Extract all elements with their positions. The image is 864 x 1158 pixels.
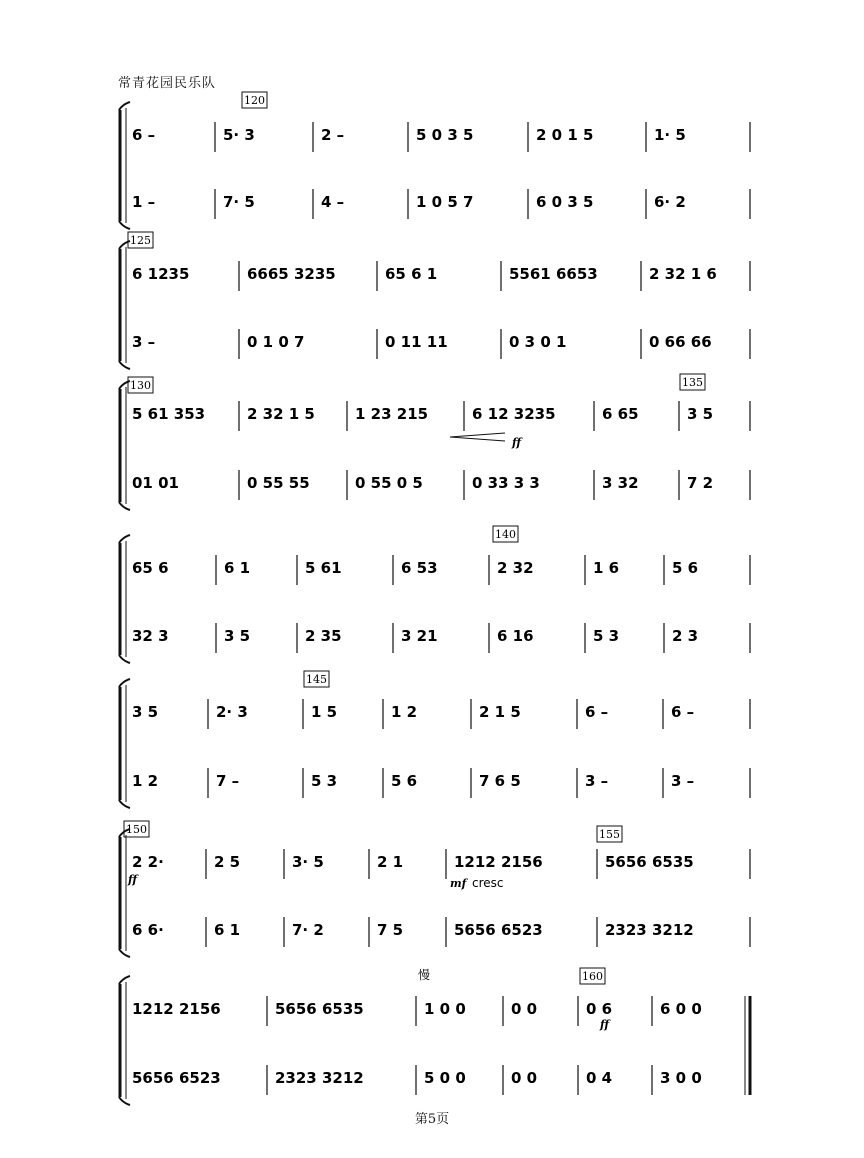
staff2-measure: 0 4 <box>586 1069 613 1087</box>
staff1-measure: 6665 3235 <box>247 265 336 283</box>
measure-number-2: 135 <box>682 376 703 389</box>
score-header-title: 常青花园民乐队 <box>118 76 217 91</box>
staff2-measure: 32 3 <box>132 627 169 645</box>
staff2-measure: 3 – <box>132 333 156 351</box>
staff2-measure: 7· 2 <box>292 921 324 939</box>
staff2-measure: 3 – <box>585 772 609 790</box>
staff2-measure: 1 – <box>132 193 156 211</box>
staff2-measure: 5656 6523 <box>454 921 543 939</box>
staff2-measure: 4 – <box>321 193 345 211</box>
staff2-measure: 7 6 5 <box>479 772 521 790</box>
staff1-measure: 1 0 0 <box>424 1000 466 1018</box>
system-bracket-bottom <box>119 361 130 369</box>
staff2-measure: 3 32 <box>602 474 639 492</box>
crescendo-hairpin <box>450 433 505 441</box>
staff1-measure: 1 23 215 <box>355 405 429 423</box>
expression-mark: cresc <box>472 876 504 890</box>
staff1-measure: 6 – <box>585 703 609 721</box>
staff2-measure: 01 01 <box>132 474 179 492</box>
staff1-measure: 1212 2156 <box>132 1000 221 1018</box>
staff2-measure: 2323 3212 <box>275 1069 364 1087</box>
staff1-measure: 2 0 1 5 <box>536 126 594 144</box>
staff1-measure: 6 53 <box>401 559 438 577</box>
staff2-measure: 2 35 <box>305 627 342 645</box>
staff1-measure: 2 – <box>321 126 345 144</box>
staff1-measure: 5 6 <box>672 559 699 577</box>
staff2-measure: 3 5 <box>224 627 251 645</box>
dynamic-mark: mf <box>450 877 467 890</box>
measure-number: 130 <box>130 379 151 392</box>
staff2-measure: 2 3 <box>672 627 699 645</box>
page-number: 第5页 <box>414 1112 450 1127</box>
measure-number: 140 <box>495 528 516 541</box>
staff1-measure: 3 5 <box>687 405 714 423</box>
staff2-measure: 6 16 <box>497 627 534 645</box>
staff2-measure: 3 0 0 <box>660 1069 702 1087</box>
staff2-measure: 0 0 <box>511 1069 538 1087</box>
measure-number: 145 <box>306 673 327 686</box>
staff2-measure: 0 66 66 <box>649 333 712 351</box>
staff2-measure: 7· 5 <box>223 193 255 211</box>
staff1-measure: 2 1 5 <box>479 703 521 721</box>
staff1-measure: 0 0 <box>511 1000 538 1018</box>
system-bracket-bottom <box>119 221 130 229</box>
staff2-measure: 1 0 5 7 <box>416 193 474 211</box>
staff2-measure: 0 3 0 1 <box>509 333 567 351</box>
system-bracket-bottom <box>119 1097 130 1105</box>
staff2-measure: 3 21 <box>401 627 438 645</box>
staff1-measure: 6 65 <box>602 405 639 423</box>
staff1-measure: 5561 6653 <box>509 265 598 283</box>
dynamic-mark: ff <box>512 436 522 449</box>
staff2-measure: 0 55 55 <box>247 474 310 492</box>
staff2-measure: 0 11 11 <box>385 333 448 351</box>
staff1-measure: 0 6 <box>586 1000 613 1018</box>
staff2-measure: 5 3 <box>311 772 338 790</box>
staff1-measure: 5 0 3 5 <box>416 126 474 144</box>
staff2-measure: 0 33 3 3 <box>472 474 540 492</box>
staff1-measure: 6 12 3235 <box>472 405 556 423</box>
staff2-measure: 7 5 <box>377 921 404 939</box>
staff1-measure: 3 5 <box>132 703 159 721</box>
staff1-measure: 2 32 1 5 <box>247 405 315 423</box>
staff1-measure: 6 0 0 <box>660 1000 702 1018</box>
dynamic-mark: ff <box>600 1018 610 1031</box>
staff1-measure: 5 61 <box>305 559 342 577</box>
staff1-measure: 1 6 <box>593 559 620 577</box>
staff1-measure: 2· 3 <box>216 703 248 721</box>
staff2-measure: 5 3 <box>593 627 620 645</box>
staff1-measure: 65 6 <box>132 559 169 577</box>
staff1-measure: 5· 3 <box>223 126 255 144</box>
measure-number: 120 <box>244 94 265 107</box>
staff1-measure: 1212 2156 <box>454 853 543 871</box>
staff1-measure: 6 – <box>671 703 695 721</box>
staff2-measure: 5 0 0 <box>424 1069 466 1087</box>
staff1-measure: 5 61 353 <box>132 405 206 423</box>
staff2-measure: 6· 2 <box>654 193 686 211</box>
staff1-measure: 2 32 1 6 <box>649 265 717 283</box>
staff1-measure: 5656 6535 <box>275 1000 364 1018</box>
staff2-measure: 6 6· <box>132 921 164 939</box>
staff2-measure: 5 6 <box>391 772 418 790</box>
staff1-measure: 3· 5 <box>292 853 324 871</box>
staff2-measure: 3 – <box>671 772 695 790</box>
staff1-measure: 65 6 1 <box>385 265 438 283</box>
staff1-measure: 2 32 <box>497 559 534 577</box>
measure-number: 150 <box>126 823 147 836</box>
system-bracket-bottom <box>119 800 130 808</box>
system-bracket-bottom <box>119 949 130 957</box>
staff2-measure: 0 1 0 7 <box>247 333 305 351</box>
measure-number-2: 155 <box>599 828 620 841</box>
staff1-measure: 2 2· <box>132 853 164 871</box>
dynamic-mark: ff <box>128 873 138 886</box>
tempo-mark: 慢 <box>418 968 431 982</box>
staff2-measure: 7 2 <box>687 474 714 492</box>
system-bracket-bottom <box>119 655 130 663</box>
staff1-measure: 2 5 <box>214 853 241 871</box>
staff2-measure: 6 0 3 5 <box>536 193 594 211</box>
measure-number: 125 <box>130 234 151 247</box>
staff2-measure: 5656 6523 <box>132 1069 221 1087</box>
staff1-measure: 6 1235 <box>132 265 190 283</box>
staff1-measure: 1· 5 <box>654 126 686 144</box>
staff2-measure: 1 2 <box>132 772 159 790</box>
system-bracket-top <box>119 102 130 110</box>
staff2-measure: 7 – <box>216 772 240 790</box>
staff2-measure: 0 55 0 5 <box>355 474 423 492</box>
staff2-measure: 2323 3212 <box>605 921 694 939</box>
system-bracket-top <box>119 679 130 687</box>
staff2-measure: 6 1 <box>214 921 241 939</box>
system-bracket-top <box>119 976 130 984</box>
staff1-measure: 2 1 <box>377 853 404 871</box>
system-bracket-top <box>119 535 130 543</box>
staff1-measure: 6 1 <box>224 559 251 577</box>
measure-number: 160 <box>582 970 603 983</box>
staff1-measure: 6 – <box>132 126 156 144</box>
staff1-measure: 5656 6535 <box>605 853 694 871</box>
system-bracket-bottom <box>119 502 130 510</box>
staff1-measure: 1 5 <box>311 703 338 721</box>
staff1-measure: 1 2 <box>391 703 418 721</box>
